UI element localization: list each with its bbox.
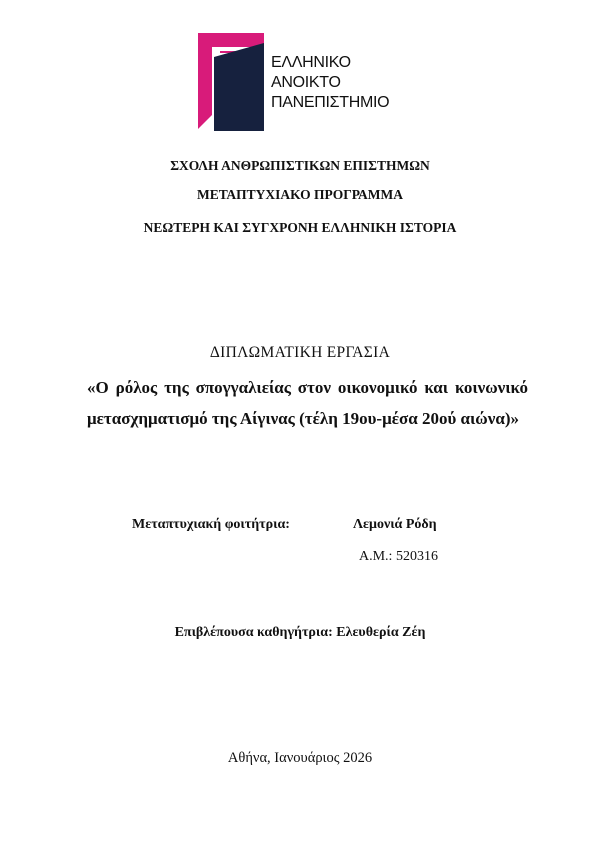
student-label: Μεταπτυχιακή φοιτήτρια: <box>132 517 290 532</box>
student-name: Λεμονιά Ρόδη <box>353 517 437 532</box>
university-logo-icon <box>198 31 266 131</box>
school-name: ΣΧΟΛΗ ΑΝΘΡΩΠΙΣΤΙΚΩΝ ΕΠΙΣΤΗΜΩΝ <box>170 158 430 173</box>
thesis-title: «Ο ρόλος της σπογγαλιείας στον οικονομικό και κοινωνικό μετασχηματισμό της Αίγινας (τέλη 19ου-μέσα 20ού αιώνα)» <box>87 378 528 428</box>
date-place: Αθήνα, Ιανουάριος 2026 <box>227 750 373 766</box>
specialty-name: ΝΕΩΤΕΡΗ ΚΑΙ ΣΥΓΧΡΟΝΗ ΕΛΛΗΝΙΚΗ ΙΣΤΟΡΙΑ <box>143 220 457 235</box>
university-logo <box>198 31 398 131</box>
logo-line-3: ΠΑΝΕΠΙΣΤΗΜΙΟ <box>271 94 390 111</box>
student-id: Α.Μ.: 520316 <box>359 549 438 564</box>
document-type: ΔΙΠΛΩΜΑΤΙΚΗ ΕΡΓΑΣΙΑ <box>209 344 391 361</box>
logo-line-1: ΕΛΛΗΝΙΚΟ <box>271 54 351 71</box>
logo-line-2: ΑΝΟΙΚΤΟ <box>271 74 341 91</box>
program-name: ΜΕΤΑΠΤΥΧΙΑΚΟ ΠΡΟΓΡΑΜΜΑ <box>196 187 404 202</box>
university-logo-text <box>271 53 389 113</box>
supervisor: Επιβλέπουσα καθηγήτρια: Ελευθερία Ζέη <box>174 625 426 640</box>
